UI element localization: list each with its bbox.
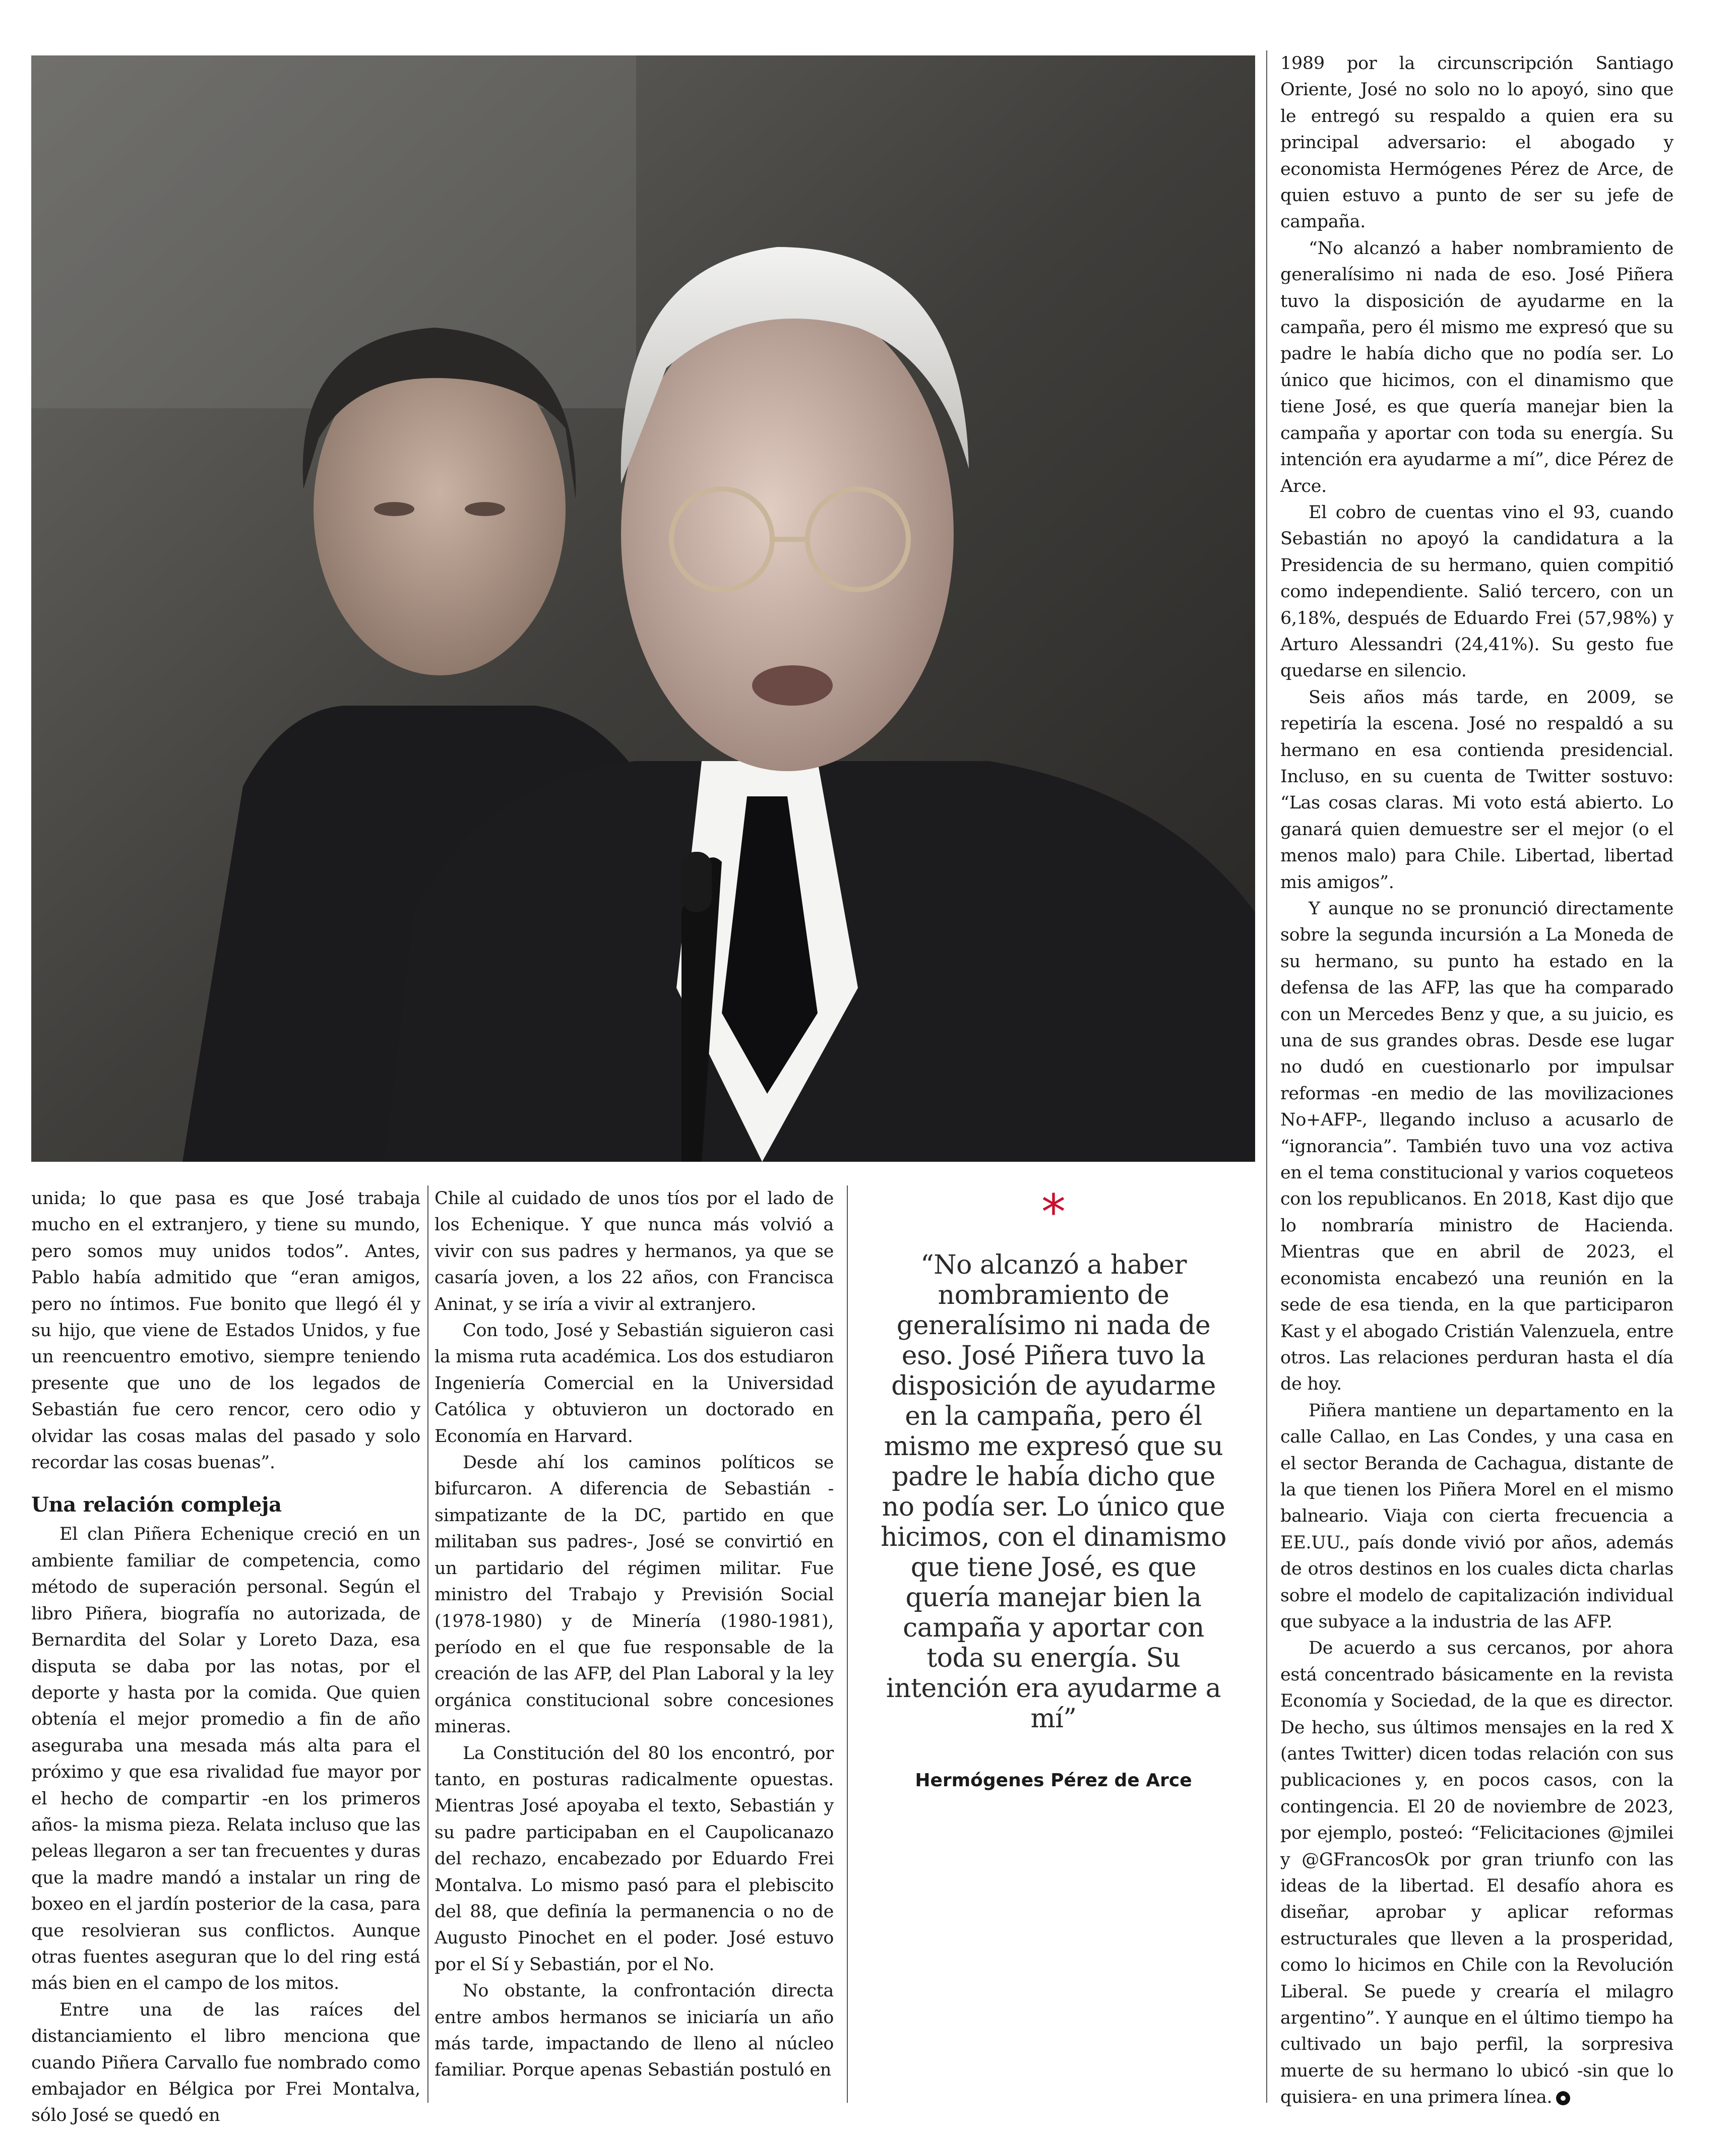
column-rule xyxy=(1266,50,1267,2103)
paragraph: No obstante, la confrontación directa entre ambos hermanos se iniciaría un año más tarde, impactando de lleno al núcleo familiar. Porque apenas Sebastián postuló en xyxy=(435,1981,834,2081)
paragraph: unida; lo que pasa es que José trabaja mucho en el extranjero, y tiene su mundo, pero somos muy unidos todos”. Antes, Pablo había admitido que “eran amigos, pero no íntimos. Fue bonito que llegó él y su hijo, que viene de Estados Unidos, y fue un reencuentro emotivo, siempre teniendo presente que uno de los legados de Sebastián fue cero rencor, cero odio y olvidar las cosas malas del pasado y solo recordar las cosas buenas”. xyxy=(31,1188,420,1473)
paragraph: El cobro de cuentas vino el 93, cuando Sebastián no apoyó la candidatura a la Presidencia de su hermano, quien compitió como independiente. Salió tercero, con un 6,18%, después de Eduardo Frei (57,98%) y Arturo Alessandri (24,41%). Su gesto fue quedarse en silencio. xyxy=(1280,502,1673,681)
article-column-1 xyxy=(31,1185,420,2129)
article-photo xyxy=(31,55,1255,1162)
end-of-article-icon xyxy=(1556,2091,1570,2105)
paragraph: La Constitución del 80 los encontró, por tanto, en posturas radicalmente opuestas. Mientras José apoyaba el texto, Sebastián y su padre participaban en el Caupolicanazo del rechazo, encabezado por Eduardo Frei Montalva. Lo mismo pasó para el plebiscito del 88, que definía la permanencia o no de Augusto Pinochet en el poder. José estuvo por el Sí y Sebastián, por el No. xyxy=(435,1743,834,1975)
article-column-4 xyxy=(1280,50,1673,2111)
pull-quote-text: “No alcanzó a haber nombramiento de generalísimo ni nada de eso. José Piñera tuvo la disposición de ayudarme en la campaña, pero él mismo me expresó que su padre le había dicho que no podía ser. Lo único que hicimos, con el dinamismo que tiene José, es que quería manejar bien la campaña y aportar con toda su energía. Su intención era ayudarme a mí” xyxy=(881,1250,1226,1734)
paragraph: Chile al cuidado de unos tíos por el lado de los Echenique. Y que nunca más volvió a vivir con sus padres y hermanos, ya que se casaría joven, a los 22 años, con Francisca Aninat, y se iría a vivir al extranjero. xyxy=(435,1188,834,1314)
paragraph: Entre una de las raíces del distanciamiento el libro menciona que cuando Piñera Carvallo fue nombrado como embajador en Bélgica por Frei Montalva, sólo José se quedó en xyxy=(31,1999,420,2126)
paragraph: Y aunque no se pronunció directamente sobre la segunda incursión a La Moneda de su hermano, su punto ha estado en la defensa de las AFP, las que ha comparado con un Mercedes Benz y que, a su juicio, es una de sus grandes obras. Desde ese lugar no dudó en cuestionarlo por impulsar reformas -en medio de las movilizaciones No+AFP-, llegando incluso a acusarlo de “ignorancia”. También tuvo una voz activa en el tema constitucional y varios coqueteos con los republicanos. En 2018, Kast dijo que lo nombraría ministro de Hacienda. Mientras que en abril de 2023, el economista encabezó una reunión en la sede de esa tienda, en la que participaron Kast y el abogado Cristián Valenzuela, entre otros. Las relaciones perduran hasta el día de hoy. xyxy=(1280,899,1673,1395)
paragraph-text: De acuerdo a sus cercanos, por ahora está concentrado básicamente en la revista Economía y Sociedad, de la que es director. De hecho, sus últimos mensajes en la red X (antes Twitter) dicen todas relación con sus publicaciones y, en pocos casos, con la contingencia. El 20 de noviembre de 2023, por ejemplo, posteó: “Felicitaciones @jmilei y @GFrancosOk por gran triunfo con las ideas de la libertad. El desafío ahora es diseñar, aprobar y aplicar reformas estructurales que lleven a la prosperidad, como lo hicimos en Chile con la Revolución Liberal. Se puede y crearía el milagro argentino”. Y aunque en el último tiempo ha cultivado un bajo perfil, la sorpresiva muerte de su hermano lo ubicó -sin que lo quisiera- en una primera línea. xyxy=(1280,1638,1673,2108)
paragraph: “No alcanzó a haber nombramiento de generalísimo ni nada de eso. José Piñera tuvo la disposición de ayudarme en la campaña, pero él mismo me expresó que su padre le había dicho que no podía ser. Lo único que hicimos, con el dinamismo que tiene José, es que quería manejar bien la campaña y aportar con toda su energía. Su intención era ayudarme a mí”, dice Pérez de Arce. xyxy=(1280,238,1673,496)
pull-quote xyxy=(872,1184,1235,1791)
column-rule xyxy=(847,1185,848,2103)
photo-icon xyxy=(31,55,1255,1162)
column-rule xyxy=(427,1185,428,2103)
paragraph xyxy=(1280,1635,1673,2110)
paragraph: El clan Piñera Echenique creció en un ambiente familiar de competencia, como método de superación personal. Según el libro Piñera, biografía no autorizada, de Bernardita del Solar y Loreto Daza, esa disputa se daba por las notas, por el deporte y hasta por la comida. Que quien obtenía el mejor promedio a fin de año aseguraba una mesada más alta para el próximo y que esa rivalidad fue mayor por el hecho de compartir -en los primeros años- la misma pieza. Relata incluso que las peleas llegaron a ser tan frecuentes y duras que la madre mandó a instalar un ring de boxeo en el jardín posterior de la casa, para que resolvieran sus conflictos. Aunque otras fuentes aseguran que lo del ring está más bien en el campo de los mitos. xyxy=(31,1524,420,1994)
paragraph: 1989 por la circunscripción Santiago Oriente, José no solo no lo apoyó, sino que le entregó su respaldo a quien era su principal adversario: el abogado y economista Hermógenes Pérez de Arce, de quien estuvo a punto de ser su jefe de campaña. xyxy=(1280,53,1673,232)
section-heading: Una relación compleja xyxy=(31,1493,282,1517)
paragraph: Desde ahí los caminos políticos se bifurcaron. A diferencia de Sebastián -simpatizante de la DC, partido en que militaban sus padres-, José se convirtió en un partidario del régimen militar. Fue ministro del Trabajo y Previsión Social (1978-1980) y de Minería (1980-1981), período en el que fue responsable de la creación de las AFP, del Plan Laboral y la ley orgánica constitucional sobre concesiones mineras. xyxy=(435,1453,834,1737)
asterisk-icon: * xyxy=(1041,1184,1066,1240)
paragraph: Piñera mantiene un departamento en la calle Callao, en Las Condes, y una casa en el sector Beranda de Cachagua, distante de la que tienen los Piñera Morel en el mismo balneario. Viaja con cierta frecuencia a EE.UU., país donde vivió por años, además de otros destinos en los cuales dicta charlas sobre el modelo de capitalización individual que subyace a la industria de las AFP. xyxy=(1280,1400,1673,1632)
pull-quote-author: Hermógenes Pérez de Arce xyxy=(915,1770,1192,1791)
article-column-2 xyxy=(435,1185,834,2084)
paragraph: Seis años más tarde, en 2009, se repetiría la escena. José no respaldó a su hermano en esa contienda presidencial. Incluso, en su cuenta de Twitter sostuvo: “Las cosas claras. Mi voto está abierto. Lo ganará quien demuestre ser el mejor (o el menos malo) para Chile. Libertad, libertad mis amigos”. xyxy=(1280,687,1673,893)
paragraph: Con todo, José y Sebastián siguieron casi la misma ruta académica. Los dos estudiaron Ingeniería Comercial en la Universidad Católica y obtuvieron un doctorado en Economía en Harvard. xyxy=(435,1321,834,1447)
